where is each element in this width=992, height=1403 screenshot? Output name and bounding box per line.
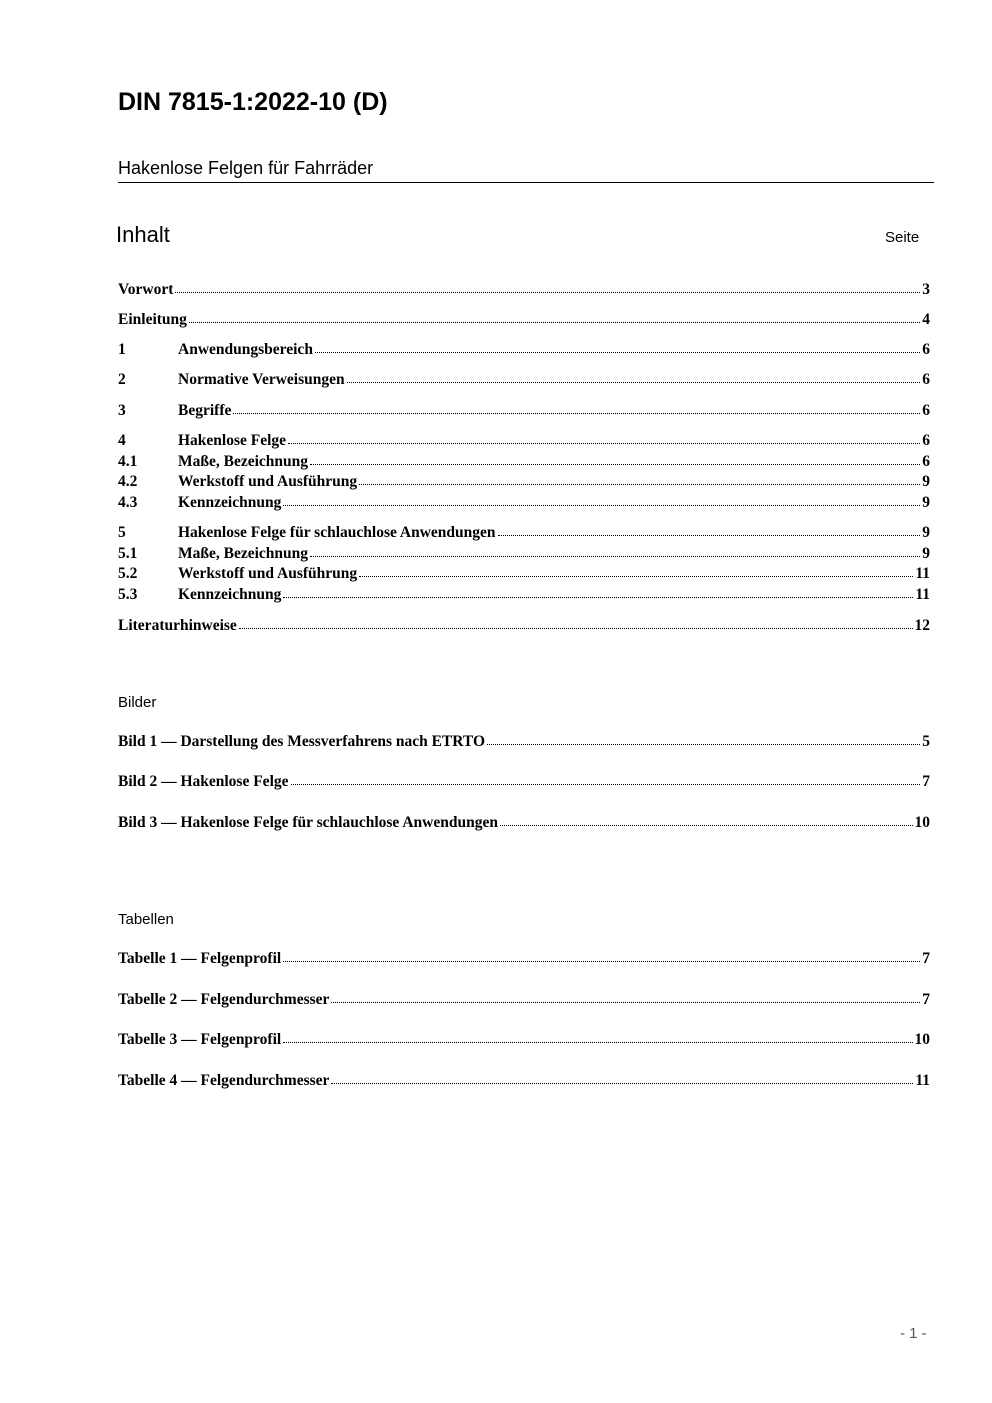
toc-entry-page: 6 <box>922 402 930 419</box>
toc-entry-4-1[interactable] <box>118 452 930 472</box>
toc-entry-page: 6 <box>922 371 930 388</box>
tables-heading: Tabellen <box>118 911 174 928</box>
table-entry-title: Tabelle 4 — Felgendurchmesser <box>118 1072 330 1089</box>
page-column-label: Seite <box>885 229 920 246</box>
dot-leader <box>189 321 920 323</box>
figure-entry-title: Bild 3 — Hakenlose Felge für schlauchlose Anwendungen <box>118 814 498 831</box>
dot-leader <box>239 627 913 629</box>
toc-entry-page: 3 <box>922 281 930 298</box>
toc-entry-literaturhinweise[interactable] <box>118 616 930 636</box>
toc-entry-5-2[interactable] <box>118 564 930 584</box>
figure-entry-title: Bild 1 — Darstellung des Messverfahrens nach ETRTO <box>118 733 486 750</box>
table-entry-1[interactable] <box>118 949 930 969</box>
toc-entry-number: 3 <box>118 402 126 419</box>
toc-entry-number: 5.1 <box>118 545 138 562</box>
table-entry-page: 10 <box>914 1031 930 1048</box>
toc-entry-page: 11 <box>915 586 930 603</box>
table-entry-title: Tabelle 3 — Felgenprofil <box>118 1031 282 1048</box>
dot-leader <box>310 463 920 465</box>
toc-entry-title: Anwendungsbereich <box>178 341 313 358</box>
toc-entry-title: Maße, Bezeichnung <box>178 545 309 562</box>
table-entry-page: 11 <box>915 1072 930 1089</box>
toc-entry-1[interactable] <box>118 340 930 360</box>
toc-entry-page: 11 <box>915 565 930 582</box>
dot-leader <box>283 504 920 506</box>
dot-leader <box>331 1001 920 1003</box>
toc-entry-page: 9 <box>922 473 930 490</box>
dot-leader <box>291 783 921 785</box>
toc-entry-2[interactable] <box>118 370 930 390</box>
figure-entry-1[interactable] <box>118 732 930 752</box>
toc-entry-vorwort[interactable] <box>118 280 930 300</box>
dot-leader <box>283 596 913 598</box>
toc-heading: Inhalt <box>116 222 170 247</box>
toc-entry-number: 5 <box>118 524 126 541</box>
dot-leader <box>233 412 920 414</box>
toc-entry-title: Werkstoff und Ausführung <box>178 473 358 490</box>
toc-entry-number: 4.1 <box>118 453 138 470</box>
dot-leader <box>310 555 920 557</box>
toc-entry-title: Maße, Bezeichnung <box>178 453 309 470</box>
table-entry-4[interactable] <box>118 1071 930 1091</box>
dot-leader <box>500 824 913 826</box>
dot-leader <box>288 442 920 444</box>
toc-entry-page: 4 <box>922 311 930 328</box>
toc-entry-5-3[interactable] <box>118 585 930 605</box>
dot-leader <box>359 483 920 485</box>
toc-entry-number: 4 <box>118 432 126 449</box>
toc-entry-page: 6 <box>922 432 930 449</box>
toc-entry-title: Hakenlose Felge für schlauchlose Anwendungen <box>178 524 496 541</box>
toc-entry-number: 1 <box>118 341 126 358</box>
figures-heading: Bilder <box>118 694 157 711</box>
dot-leader <box>283 960 920 962</box>
figure-entry-3[interactable] <box>118 813 930 833</box>
toc-entry-4-2[interactable] <box>118 472 930 492</box>
dot-leader <box>331 1082 913 1084</box>
figure-entry-2[interactable] <box>118 772 930 792</box>
toc-entry-page: 12 <box>914 617 930 634</box>
document-title: DIN 7815-1:2022-10 (D) <box>118 88 388 116</box>
table-entry-title: Tabelle 2 — Felgendurchmesser <box>118 991 330 1008</box>
toc-entry-number: 4.2 <box>118 473 138 490</box>
dot-leader <box>487 743 920 745</box>
title-divider <box>118 182 934 183</box>
toc-entry-title: Kennzeichnung <box>178 494 282 511</box>
toc-entry-page: 9 <box>922 494 930 511</box>
toc-entry-page: 6 <box>922 341 930 358</box>
toc-entry-title: Kennzeichnung <box>178 586 282 603</box>
toc-entry-4[interactable] <box>118 431 930 451</box>
page-number: - 1 - <box>900 1325 927 1342</box>
toc-entry-page: 9 <box>922 545 930 562</box>
table-entry-title: Tabelle 1 — Felgenprofil <box>118 950 282 967</box>
toc-entry-number: 2 <box>118 371 126 388</box>
dot-leader <box>498 534 921 536</box>
toc-entry-number: 5.2 <box>118 565 138 582</box>
table-entry-3[interactable] <box>118 1030 930 1050</box>
figure-entry-page: 5 <box>922 733 930 750</box>
toc-entry-number: 5.3 <box>118 586 138 603</box>
toc-entry-number: 4.3 <box>118 494 138 511</box>
toc-entry-page: 9 <box>922 524 930 541</box>
toc-entry-3[interactable] <box>118 401 930 421</box>
figure-entry-title: Bild 2 — Hakenlose Felge <box>118 773 289 790</box>
toc-entry-title: Werkstoff und Ausführung <box>178 565 358 582</box>
toc-entry-title: Vorwort <box>118 281 174 298</box>
dot-leader <box>359 575 913 577</box>
dot-leader <box>315 351 920 353</box>
document-subtitle: Hakenlose Felgen für Fahrräder <box>118 158 374 178</box>
table-entry-2[interactable] <box>118 990 930 1010</box>
toc-entry-title: Normative Verweisungen <box>178 371 345 388</box>
toc-entry-title: Begriffe <box>178 402 232 419</box>
toc-entry-4-3[interactable] <box>118 493 930 513</box>
toc-entry-title: Einleitung <box>118 311 187 328</box>
dot-leader <box>347 381 921 383</box>
dot-leader <box>283 1041 912 1043</box>
table-entry-page: 7 <box>922 991 930 1008</box>
dot-leader <box>175 291 920 293</box>
toc-entry-einleitung[interactable] <box>118 310 930 330</box>
toc-entry-title: Hakenlose Felge <box>178 432 287 449</box>
toc-entry-page: 6 <box>922 453 930 470</box>
toc-entry-5-1[interactable] <box>118 544 930 564</box>
figure-entry-page: 10 <box>914 814 930 831</box>
toc-entry-title: Literaturhinweise <box>118 617 237 634</box>
figure-entry-page: 7 <box>922 773 930 790</box>
table-entry-page: 7 <box>922 950 930 967</box>
toc-entry-5[interactable] <box>118 523 930 543</box>
